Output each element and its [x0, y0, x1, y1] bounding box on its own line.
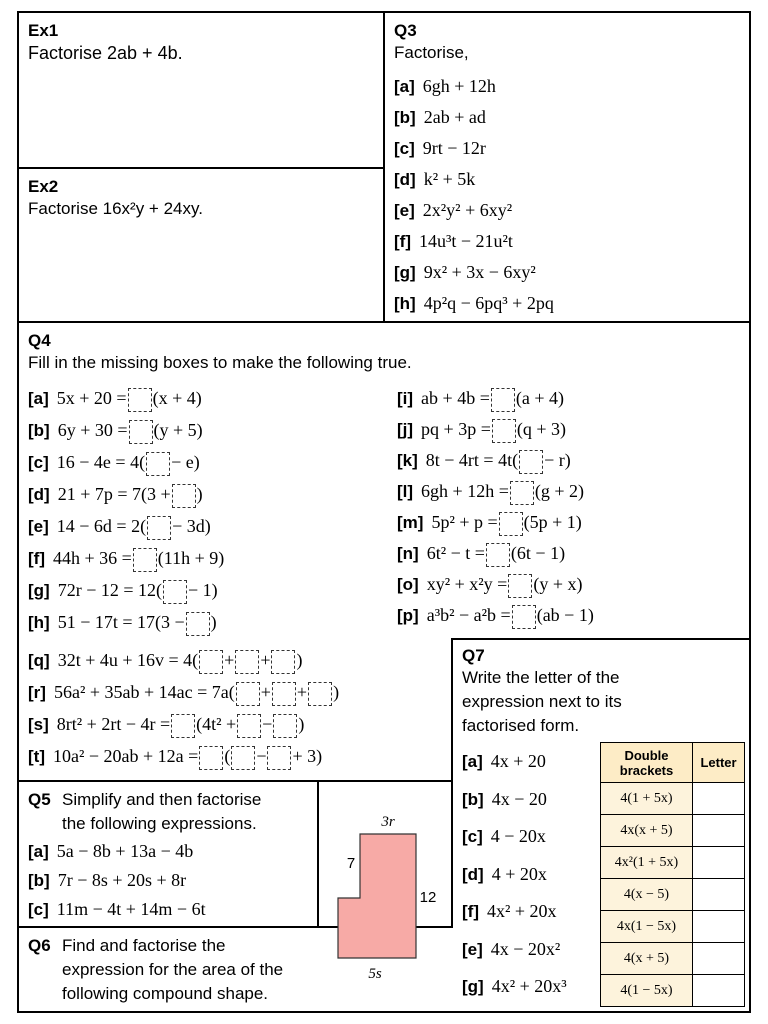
- answer-box[interactable]: [199, 650, 223, 674]
- q7-letter-cell[interactable]: [693, 783, 745, 815]
- q4-expr-after: ): [196, 484, 203, 504]
- q6-line1: Find and factorise the: [62, 936, 226, 955]
- q7-item: [462, 750, 546, 773]
- q4-expr-before: 5p² + p =: [431, 512, 498, 532]
- q5-title: Q5: [28, 790, 51, 809]
- q4-expr-after: (ab − 1): [536, 605, 594, 625]
- q3-item-expr: 2x²y² + 6xy²: [422, 200, 513, 220]
- answer-box[interactable]: [237, 714, 261, 738]
- q3-item-label: [c]: [394, 139, 415, 158]
- q7-factorised-form: 4(x − 5): [601, 879, 693, 911]
- q4-item: [28, 483, 203, 508]
- answer-box[interactable]: [199, 746, 223, 770]
- q4-item-label: [h]: [28, 613, 50, 632]
- answer-box[interactable]: [133, 548, 157, 572]
- q4-item: [28, 515, 211, 540]
- q4-item-q: [q] 32t + 4u + 16v = 4( + + ): [28, 649, 302, 674]
- q4-expr-before: xy² + x²y =: [426, 574, 508, 594]
- q3-title: Q3: [394, 21, 417, 40]
- q4-item: [397, 511, 582, 536]
- q4-item-label: [k]: [397, 451, 418, 470]
- q4-expr-before: ab + 4b =: [421, 388, 490, 408]
- q4-item: [397, 604, 594, 629]
- q4-expr-before: 5x + 20 =: [56, 388, 127, 408]
- answer-box[interactable]: [231, 746, 255, 770]
- q4-expr-before: 8t − 4rt = 4t(: [425, 450, 519, 470]
- table-row: [601, 911, 745, 943]
- ex1-title: Ex1: [28, 21, 59, 40]
- q4-item-label: [d]: [28, 485, 50, 504]
- q7-item: [462, 788, 547, 811]
- q3-item: [394, 199, 512, 222]
- q7-letter-cell[interactable]: [693, 975, 745, 1007]
- answer-box[interactable]: [492, 419, 516, 443]
- q4-expr-before: 21 + 7p = 7(3 +: [57, 484, 171, 504]
- q4-expr-after: (g + 2): [534, 481, 584, 501]
- q7-item-expr: 4x² + 20x: [486, 901, 557, 921]
- compound-shape-figure: [320, 790, 450, 990]
- answer-box[interactable]: [128, 388, 152, 412]
- q7-line3: factorised form.: [462, 716, 580, 735]
- q5-item-label: [b]: [28, 871, 50, 890]
- q3-item-label: [f]: [394, 232, 411, 251]
- q4-item: [397, 387, 564, 412]
- q4-expr-after: (a + 4): [515, 388, 564, 408]
- q6-title: Q6: [28, 936, 51, 955]
- q4-item: [397, 542, 565, 567]
- q5-item: [28, 869, 186, 892]
- q3-item-expr: 6gh + 12h: [422, 76, 496, 96]
- answer-box[interactable]: [510, 481, 534, 505]
- q7-item: [462, 975, 567, 998]
- q4-item: [397, 418, 566, 443]
- q7-title: Q7: [462, 646, 485, 665]
- q4-expr-before: 6t² − t =: [426, 543, 485, 563]
- q7-factorised-form: 4(1 − 5x): [601, 975, 693, 1007]
- q7-letter-cell[interactable]: [693, 943, 745, 975]
- q4-item: [28, 419, 203, 444]
- q3-item-label: [d]: [394, 170, 416, 189]
- q4-item-r: [r] 56a² + 35ab + 14ac = 7a( + + ): [28, 681, 339, 706]
- q7-panel: [451, 638, 751, 1013]
- q4-expr-before: 16 − 4e = 4(: [56, 452, 146, 472]
- q7-item-label: [c]: [462, 827, 483, 846]
- answer-box[interactable]: [146, 452, 170, 476]
- answer-box[interactable]: [147, 516, 171, 540]
- q7-item-label: [e]: [462, 939, 483, 959]
- q4-title: Q4: [28, 331, 51, 350]
- answer-box[interactable]: [129, 420, 153, 444]
- q4-expr-after: − 1): [188, 580, 218, 600]
- q3-item-expr: 9rt − 12r: [422, 138, 486, 158]
- q3-item-expr: 2ab + ad: [423, 107, 486, 127]
- answer-box[interactable]: [499, 512, 523, 536]
- q4-item: [397, 480, 584, 505]
- ex2-title: Ex2: [28, 177, 59, 196]
- q3-item-label: [g]: [394, 263, 416, 282]
- q7-item-label: [b]: [462, 789, 484, 809]
- q3-item-label: [a]: [394, 77, 415, 96]
- q4-expr-before: 51 − 17t = 17(3 −: [57, 612, 185, 632]
- answer-box[interactable]: [491, 388, 515, 412]
- q7-col-double-brackets: Double brackets: [601, 743, 693, 783]
- table-row: [601, 943, 745, 975]
- q5-intro1: Simplify and then factorise: [62, 790, 262, 809]
- answer-box[interactable]: [508, 574, 532, 598]
- q7-item-label: [d]: [462, 864, 484, 884]
- shape-bottom-label: 5s: [368, 966, 382, 982]
- q3-item: [394, 75, 496, 98]
- q4-expr-after: (y + 5): [153, 420, 203, 440]
- q7-item: [462, 938, 560, 961]
- q3-item: [394, 261, 536, 284]
- q4-item-label: [b]: [28, 421, 50, 440]
- q4-item-label: [j]: [397, 420, 414, 439]
- q4-expr-before: pq + 3p =: [421, 419, 491, 439]
- q4-expr-after: − 3d): [172, 516, 211, 536]
- q5-item-expr: 11m − 4t + 14m − 6t: [56, 899, 206, 919]
- answer-box[interactable]: [236, 682, 260, 706]
- answer-box[interactable]: [273, 714, 297, 738]
- q7-letter-cell[interactable]: [693, 847, 745, 879]
- q7-letter-cell[interactable]: [693, 815, 745, 847]
- answer-box[interactable]: [171, 714, 195, 738]
- answer-box[interactable]: [272, 682, 296, 706]
- q5-panel: [17, 780, 319, 928]
- q7-item: [462, 825, 546, 848]
- q7-item: [462, 900, 557, 923]
- q7-item: [462, 863, 547, 886]
- q5-item-expr: 7r − 8s + 20s + 8r: [57, 870, 187, 890]
- q4-item-label: [g]: [28, 581, 50, 600]
- q6-line3: following compound shape.: [62, 984, 269, 1003]
- q6-line2: expression for the area of the: [62, 960, 284, 979]
- q4-expr-after: (x + 4): [152, 388, 202, 408]
- q7-item-label: [a]: [462, 752, 483, 771]
- q4-item: [28, 547, 224, 572]
- q7-item-expr: 4 − 20x: [490, 826, 546, 846]
- q4-item-t: [t] 10a² − 20ab + 12a = ( − + 3): [28, 745, 322, 770]
- q3-item: [394, 137, 486, 160]
- answer-box[interactable]: [519, 450, 543, 474]
- q3-item-label: [e]: [394, 201, 415, 220]
- q7-factorised-form: 4x²(1 + 5x): [601, 847, 693, 879]
- q5-item: [28, 898, 206, 921]
- answer-box[interactable]: [163, 580, 187, 604]
- q4-item-label: [n]: [397, 544, 419, 563]
- q3-item-expr: 4p²q − 6pq³ + 2pq: [423, 293, 554, 313]
- answer-box[interactable]: [512, 605, 536, 629]
- q3-item-expr: 9x² + 3x − 6xy²: [423, 262, 536, 282]
- q3-item-label: [b]: [394, 108, 416, 127]
- answer-box[interactable]: [308, 682, 332, 706]
- answer-box[interactable]: [271, 650, 295, 674]
- q4-item-label: [a]: [28, 389, 49, 408]
- q4-expr-after: (11h + 9): [157, 548, 225, 568]
- q7-item-expr: 4x − 20x²: [490, 938, 561, 959]
- q3-item-expr: 14u³t − 21u²t: [418, 231, 513, 251]
- q7-table: [600, 742, 745, 1007]
- q3-item-label: [h]: [394, 294, 416, 313]
- q4-intro: Fill in the missing boxes to make the following true.: [28, 353, 412, 372]
- ex1-text: Factorise 2ab + 4b.: [28, 43, 183, 63]
- q4-item-label: [o]: [397, 575, 419, 594]
- q7-item-expr: 4x² + 20x³: [491, 976, 567, 996]
- q7-line1: Write the letter of the: [462, 668, 620, 687]
- table-row: [601, 879, 745, 911]
- q7-letter-cell[interactable]: [693, 911, 745, 943]
- q4-item: [397, 449, 571, 474]
- q4-expr-after: ): [210, 612, 217, 632]
- q7-item-label: [f]: [462, 902, 479, 921]
- q5-item-label: [a]: [28, 842, 49, 861]
- q4-expr-after: (5p + 1): [523, 512, 582, 532]
- compound-shape: [338, 834, 416, 958]
- table-row: [601, 847, 745, 879]
- q4-item-label: [f]: [28, 549, 45, 568]
- ex2-text: Factorise 16x²y + 24xy.: [28, 199, 203, 218]
- q4-expr-before: 44h + 36 =: [52, 548, 132, 568]
- q7-factorised-form: 4(1 + 5x): [601, 783, 693, 815]
- table-row: [601, 815, 745, 847]
- q4-item-label: [p]: [397, 606, 419, 625]
- q5-item-label: [c]: [28, 900, 49, 919]
- q7-item-label: [g]: [462, 977, 484, 996]
- q7-factorised-form: 4(x + 5): [601, 943, 693, 975]
- answer-box[interactable]: [267, 746, 291, 770]
- q4-expr-after: − e): [171, 452, 200, 472]
- table-row: [601, 975, 745, 1007]
- q3-item: [394, 292, 554, 315]
- q4-expr-before: 6gh + 12h =: [421, 481, 509, 501]
- q7-line2: expression next to its: [462, 692, 622, 711]
- q4-expr-after: (y + x): [533, 574, 583, 594]
- answer-box[interactable]: [172, 484, 196, 508]
- q3-intro: Factorise,: [394, 43, 469, 62]
- table-row: [601, 783, 745, 815]
- q7-item-expr: 4x + 20: [490, 751, 546, 771]
- q3-panel: [383, 11, 751, 323]
- q3-item: [394, 106, 486, 129]
- q4-item-label: [e]: [28, 517, 49, 536]
- q3-item-expr: k² + 5k: [423, 169, 476, 189]
- shape-left-label: 7: [346, 855, 356, 872]
- q7-letter-cell[interactable]: [693, 879, 745, 911]
- q3-item: [394, 230, 513, 253]
- q7-factorised-form: 4x(1 − 5x): [601, 911, 693, 943]
- q4-item: [28, 579, 218, 604]
- shape-top-label: 3r: [381, 814, 395, 830]
- q4-item-s: [s] 8rt² + 2rt − 4r = (4t² + − ): [28, 713, 304, 738]
- q5-item-expr: 5a − 8b + 13a − 4b: [56, 841, 194, 861]
- q4-item-label: [m]: [397, 513, 424, 532]
- q4-item: [28, 611, 217, 636]
- q4-item-label: [i]: [397, 389, 414, 408]
- q4-item: [397, 573, 582, 598]
- q4-item: [28, 451, 200, 476]
- q7-item-expr: 4 + 20x: [491, 863, 547, 884]
- answer-box[interactable]: [486, 543, 510, 567]
- q4-expr-before: a³b² − a²b =: [426, 605, 511, 625]
- q7-item-expr: 4x − 20: [491, 788, 547, 809]
- q3-item: [394, 168, 475, 191]
- q4-item-label: [c]: [28, 453, 49, 472]
- q7-factorised-form: 4x(x + 5): [601, 815, 693, 847]
- q4-expr-after: − r): [544, 450, 571, 470]
- q4-expr-after: (q + 3): [516, 419, 566, 439]
- q5-item: [28, 840, 193, 863]
- q4-expr-after: (6t − 1): [510, 543, 566, 563]
- ex1-panel: [17, 11, 385, 169]
- answer-box[interactable]: [186, 612, 210, 636]
- q4-expr-before: 72r − 12 = 12(: [57, 580, 163, 600]
- q4-expr-before: 14 − 6d = 2(: [56, 516, 147, 536]
- ex2-panel: [17, 167, 385, 323]
- q7-col-letter: Letter: [693, 743, 745, 783]
- q4-item: [28, 387, 202, 412]
- q5-intro2: the following expressions.: [62, 814, 257, 833]
- shape-right-label: 12: [419, 889, 437, 906]
- q4-expr-before: 6y + 30 =: [57, 420, 128, 440]
- answer-box[interactable]: [235, 650, 259, 674]
- q4-item-label: [l]: [397, 482, 414, 501]
